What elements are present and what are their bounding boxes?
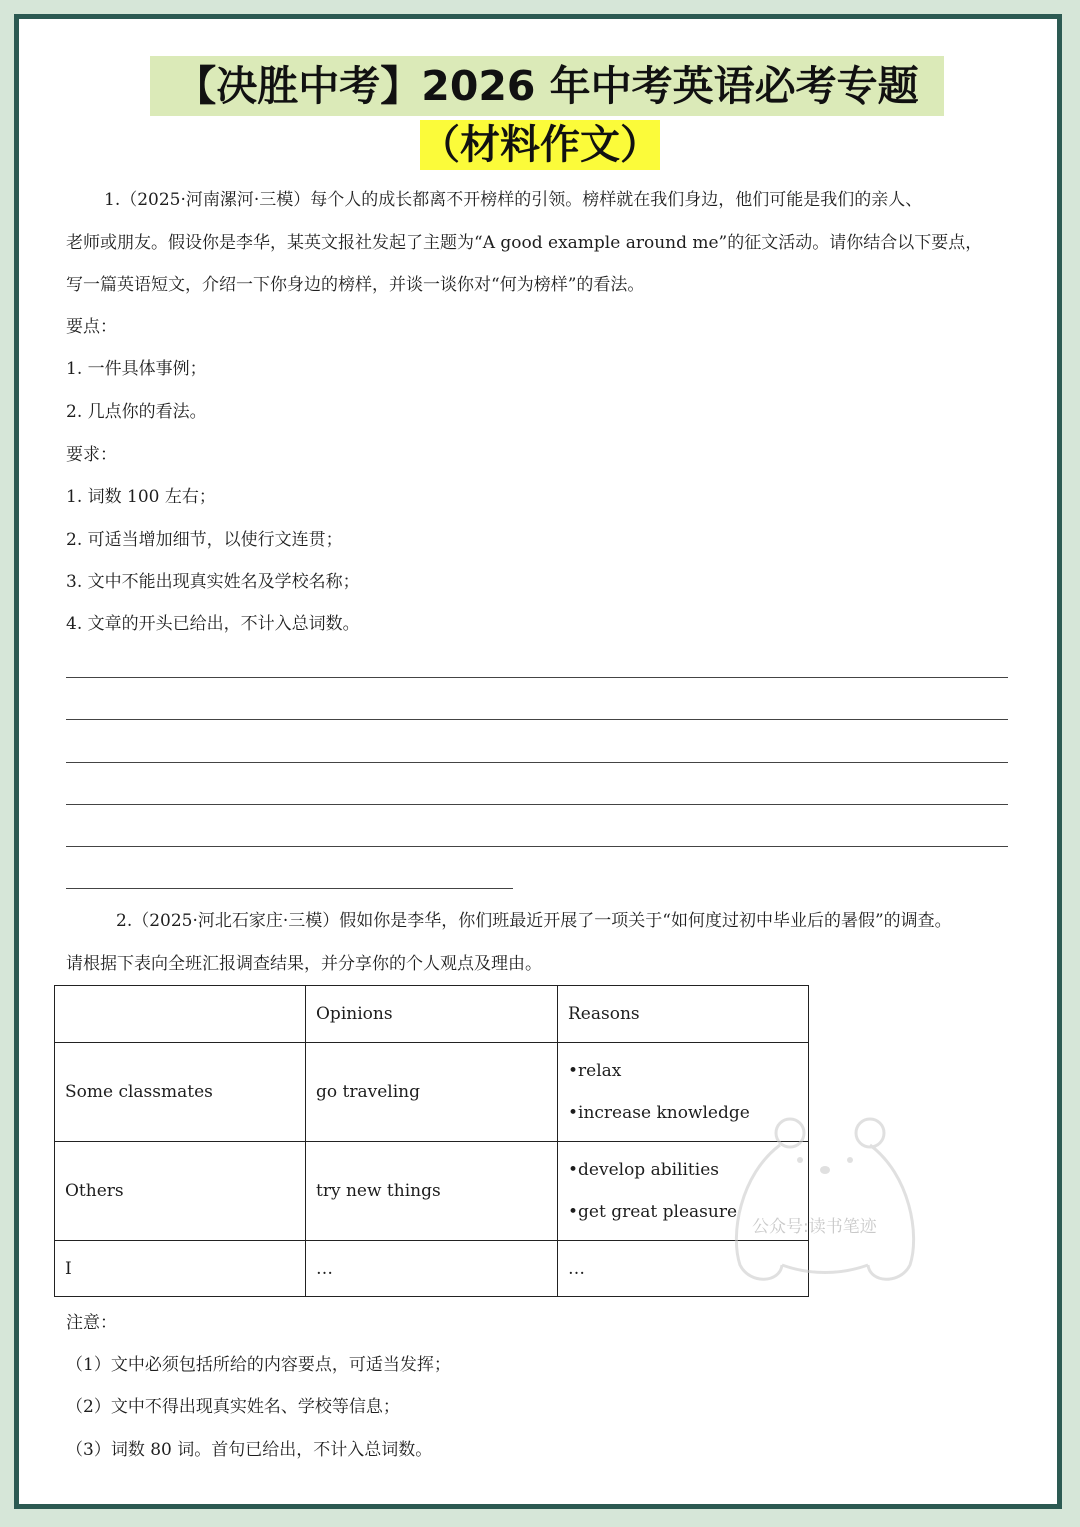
table-header-row	[55, 986, 809, 1043]
table-cell-who: I	[55, 1241, 306, 1297]
q2-note: （2）文中不得出现真实姓名、学校等信息；	[66, 1397, 400, 1417]
page-subtitle: （材料作文）	[420, 122, 660, 168]
q2-notes-label: 注意：	[66, 1313, 117, 1333]
table-row	[55, 1241, 809, 1297]
bear-watermark-icon	[720, 1115, 930, 1290]
reason-item: •increase knowledge	[568, 1103, 750, 1123]
q1-prompt-line-3: 写一篇英语短文，介绍一下你身边的榜样，并谈一谈你对“何为榜样”的看法。	[66, 275, 645, 295]
table-cell-opinion: go traveling	[306, 1043, 558, 1142]
answer-line[interactable]	[66, 762, 1008, 763]
q2-prompt-line-1: 2.（2025·河北石家庄·三模）假如你是李华，你们班最近开展了一项关于“如何度过初中毕业后的暑假”的调查。	[116, 911, 952, 931]
page-title: 【决胜中考】2026 年中考英语必考专题	[175, 62, 919, 110]
q1-requirement: 3. 文中不能出现真实姓名及学校名称；	[66, 572, 360, 592]
q2-prompt-line-2: 请根据下表向全班汇报调查结果，并分享你的个人观点及理由。	[66, 954, 542, 974]
table-cell-reasons: …	[558, 1241, 809, 1297]
q1-point: 1. 一件具体事例；	[66, 359, 207, 379]
table-header-cell	[55, 986, 306, 1043]
table-cell-opinion: try new things	[306, 1142, 558, 1241]
table-row	[55, 1142, 809, 1241]
answer-line[interactable]	[66, 846, 1008, 847]
q2-note: （3）词数 80 词。首句已给出，不计入总词数。	[66, 1440, 433, 1460]
q1-requirements-label: 要求：	[66, 445, 117, 465]
watermark-text: 公众号:读书笔迹	[752, 1217, 877, 1237]
q1-prompt-line-1: 1.（2025·河南漯河·三模）每个人的成长都离不开榜样的引领。榜样就在我们身边，他们可能是我们的亲人、	[104, 190, 923, 210]
q2-note: （1）文中必须包括所给的内容要点，可适当发挥；	[66, 1355, 451, 1375]
q1-points-label: 要点：	[66, 317, 117, 337]
reason-item: •develop abilities	[568, 1160, 719, 1180]
q1-requirement: 2. 可适当增加细节，以使行文连贯；	[66, 530, 343, 550]
table-cell-who: Others	[55, 1142, 306, 1241]
table-cell-opinion: …	[306, 1241, 558, 1297]
q1-requirement: 1. 词数 100 左右；	[66, 487, 216, 507]
answer-line[interactable]	[66, 719, 1008, 720]
table-header-cell: Opinions	[306, 986, 558, 1043]
answer-line[interactable]	[66, 888, 513, 889]
reason-item: •relax	[568, 1061, 622, 1081]
survey-table	[54, 985, 809, 1297]
reason-item: •get great pleasure	[568, 1202, 738, 1222]
answer-line[interactable]	[66, 804, 1008, 805]
table-header-cell: Reasons	[558, 986, 809, 1043]
q1-prompt-line-2: 老师或朋友。假设你是李华，某英文报社发起了主题为“A good example around me”的征文活动。请你结合以下要点，	[66, 233, 983, 253]
q1-point: 2. 几点你的看法。	[66, 402, 207, 422]
q1-requirement: 4. 文章的开头已给出，不计入总词数。	[66, 614, 360, 634]
table-cell-who: Some classmates	[55, 1043, 306, 1142]
answer-line[interactable]	[66, 677, 1008, 678]
table-row	[55, 1043, 809, 1142]
